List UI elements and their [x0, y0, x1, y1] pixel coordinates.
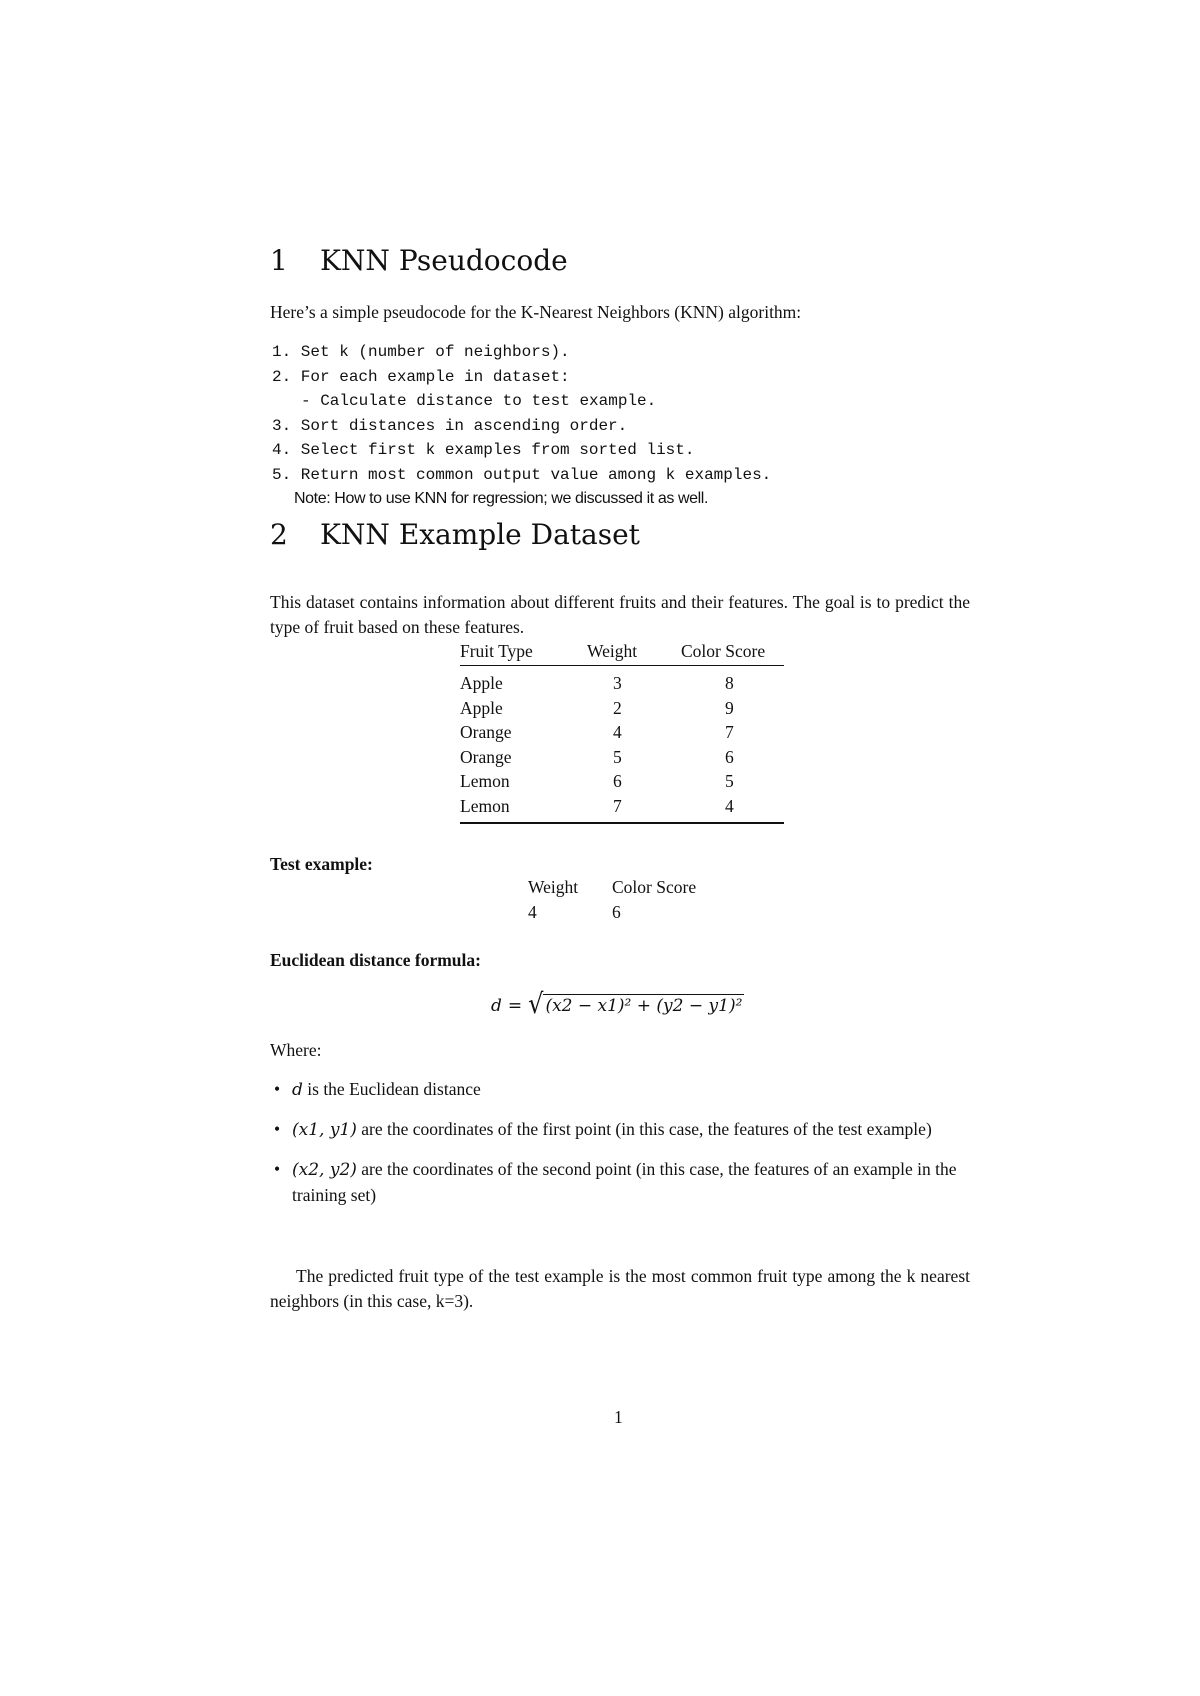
table-cell: 8 — [725, 673, 734, 693]
table-cell: 5 — [725, 771, 734, 791]
table-header-row — [460, 638, 784, 666]
table-row — [460, 696, 784, 721]
table-cell: Lemon — [460, 771, 510, 791]
test-value: 4 — [528, 902, 537, 922]
table-cell: Apple — [460, 697, 503, 718]
bullet-icon: • — [274, 1079, 281, 1099]
pseudocode-step: 1. Set k (number of neighbors). — [272, 343, 570, 361]
table-cell: Lemon — [460, 795, 510, 816]
column-header: Color Score — [681, 641, 766, 661]
test-value-row — [528, 900, 696, 925]
table-cell: 2 — [613, 697, 622, 718]
pseudocode-step: 4. Select first k examples from sorted list. — [272, 441, 695, 459]
section-1-title: KNN Pseudocode — [320, 244, 568, 277]
table-cell: Orange — [460, 722, 512, 742]
test-column-header: Color Score — [612, 877, 697, 897]
test-column-header: Weight — [528, 877, 579, 897]
section-1-heading — [270, 244, 568, 277]
table-cell: 6 — [613, 771, 622, 791]
bullet-text: is the Euclidean distance — [302, 1079, 481, 1099]
table-cell: 4 — [613, 722, 622, 742]
bullet-math: (x2, y2) — [292, 1160, 357, 1180]
pseudocode-step: 3. Sort distances in ascending order. — [272, 416, 628, 435]
where-label: Where: — [270, 1040, 322, 1060]
table-cell: 7 — [613, 795, 622, 816]
table-cell: 6 — [725, 746, 734, 767]
column-header: Fruit Type — [460, 641, 533, 661]
test-example-table — [528, 875, 696, 925]
euclidean-formula — [491, 987, 744, 1021]
pseudocode-step: 5. Return most common output value among k examples. — [272, 465, 772, 484]
table-cell: 9 — [725, 697, 734, 718]
table-cell: 4 — [725, 795, 734, 816]
test-value: 6 — [612, 902, 621, 922]
formula-lhs: d — [491, 996, 502, 1016]
table-row — [460, 745, 784, 770]
column-header: Weight — [587, 641, 638, 661]
regression-note: Note: How to use KNN for regression; we discussed it as well. — [294, 490, 708, 507]
bullet-text: are the coordinates of the second point (in this case, the features of an example in the training set) — [292, 1159, 957, 1205]
test-header-row — [528, 875, 696, 900]
section-1-number: 1 — [270, 244, 288, 277]
pseudocode-substep: - Calculate distance to test example. — [301, 392, 657, 410]
table-row — [460, 769, 784, 794]
bullet-icon: • — [274, 1119, 281, 1139]
pseudocode-block — [272, 340, 771, 487]
definition-list — [270, 1077, 970, 1222]
conclusion-paragraph: The predicted fruit type of the test example is the most common fruit type among the k nearest neighbors (in this case, k=3). — [270, 1265, 970, 1311]
bullet-icon: • — [274, 1159, 281, 1179]
formula-radicand: (x2 − x1)² + (y2 − y1)² — [545, 996, 743, 1016]
formula-label: Euclidean distance formula: — [270, 950, 481, 970]
list-item — [270, 1077, 970, 1103]
fruit-dataset-table — [460, 638, 784, 824]
table-cell: 3 — [613, 673, 622, 693]
table-cell: Apple — [460, 673, 503, 693]
section-1-intro: Here’s a simple pseudocode for the K-Nearest Neighbors (KNN) algorithm: — [270, 302, 802, 322]
formula-equals: = — [507, 996, 523, 1016]
bullet-math: (x1, y1) — [292, 1120, 357, 1140]
page-number: 1 — [614, 1407, 623, 1427]
section-2-heading — [270, 518, 640, 551]
sqrt-icon: √ — [528, 987, 544, 1021]
pseudocode-step — [272, 389, 771, 414]
section-2-title: KNN Example Dataset — [320, 518, 640, 551]
table-cell: 5 — [613, 746, 622, 767]
section-2-intro: This dataset contains information about different fruits and their features. The goal is to predict the type of fruit based on these features. — [270, 591, 970, 637]
bullet-math: d — [292, 1080, 303, 1100]
bullet-text: are the coordinates of the first point (in this case, the features of the test example) — [356, 1119, 932, 1139]
section-2-number: 2 — [270, 518, 288, 551]
table-row — [460, 671, 784, 696]
list-item — [270, 1157, 970, 1208]
pseudocode-step: 2. For each example in dataset: — [272, 367, 570, 386]
table-cell: Orange — [460, 746, 512, 767]
table-row — [460, 794, 784, 824]
table-row — [460, 720, 784, 745]
list-item — [270, 1117, 970, 1143]
table-cell: 7 — [725, 722, 734, 742]
test-example-label: Test example: — [270, 854, 373, 874]
